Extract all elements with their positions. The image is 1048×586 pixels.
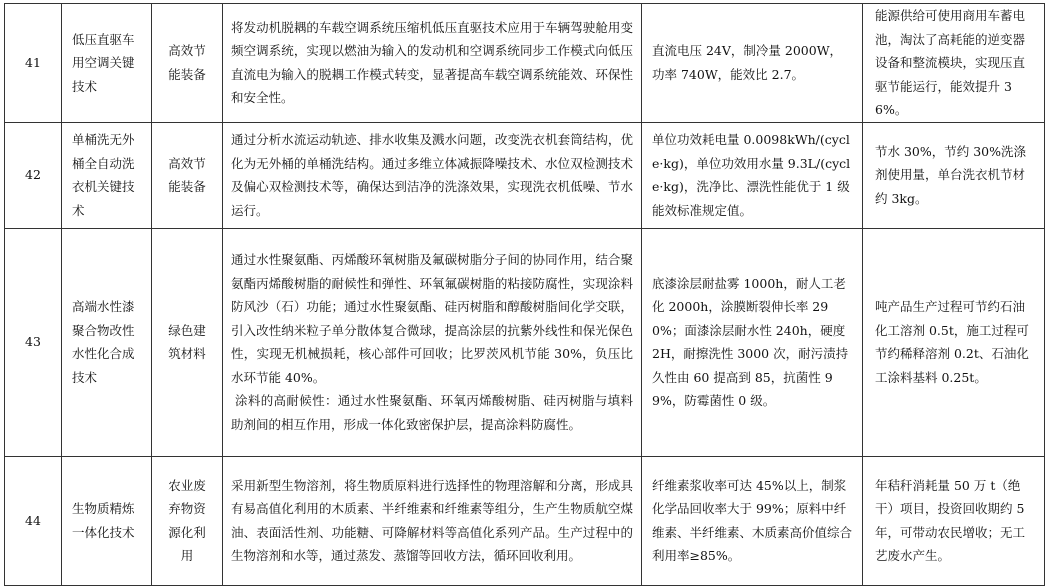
technology-description xyxy=(223,4,642,123)
technology-parameters xyxy=(642,228,863,456)
benefit-text: 节水 30%，节约 30%洗涤剂使用量，单台洗衣机节材约 3kg。 xyxy=(875,143,1027,206)
description-paragraph: 涂料的高耐候性：通过水性聚氨酯、环氧丙烯酸树脂、硅丙树脂与填料助剂间的相互作用，形成一体化致密保护层，提高涂料防腐性。 xyxy=(231,393,633,432)
technology-benefit xyxy=(863,4,1045,123)
technology-parameters xyxy=(642,456,863,585)
table-row xyxy=(5,456,1045,585)
technology-table xyxy=(4,3,1045,586)
parameters-text: 直流电压 24V，制冷量 2000W，功率 740W，能效比 2.7。 xyxy=(652,43,843,82)
benefit-text: 能源供给可使用商用车蓄电池，淘汰了高耗能的逆变器设备和整流模块，实现压直驱节能运行，能效提升 36%。 xyxy=(875,8,1026,117)
technology-name: 高端水性漆聚合物改性水性化合成技术 xyxy=(62,228,152,456)
technology-parameters xyxy=(642,122,863,228)
description-paragraph: 将发动机脱耦的车载空调系统压缩机低压直驱技术应用于车辆驾驶舱用变频空调系统，实现以燃油为输入的发动机和空调系统同步工作模式向低压直流电为输入的脱耦工作模式转变，显著提高车载空调系统能效、环保性和安全性。 xyxy=(231,19,633,106)
technology-description xyxy=(223,456,642,585)
technology-category: 绿色建筑材料 xyxy=(152,228,223,456)
technology-benefit xyxy=(863,122,1045,228)
table-row xyxy=(5,228,1045,456)
row-number: 44 xyxy=(5,456,62,585)
row-number: 42 xyxy=(5,122,62,228)
row-number: 41 xyxy=(5,4,62,123)
technology-category: 高效节能装备 xyxy=(152,122,223,228)
technology-name: 生物质精炼一体化技术 xyxy=(62,456,152,585)
description-paragraph: 通过分析水流运动轨迹、排水收集及溅水问题，改变洗衣机套筒结构，优化为无外桶的单桶洗结构。通过多维立体减振降噪技术、水位双检测技术及偏心双检测技术等，确保达到洁净的洗涤效果，实现洗衣机低噪、节水运行。 xyxy=(231,132,633,218)
technology-category: 农业废弃物资源化利用 xyxy=(152,456,223,585)
technology-name: 低压直驱车用空调关键技术 xyxy=(62,4,152,123)
benefit-text: 吨产品生产过程可节约石油化工溶剂 0.5t，施工过程可节约稀释溶剂 0.2t、石油化工涂料基料 0.25t。 xyxy=(875,299,1029,385)
parameters-text: 单位功效耗电量 0.0098kWh/(cycle·kg)，单位功效用水量 9.3L/(cycle·kg)，洗净比、漂洗性能优于 1 级能效标准规定值。 xyxy=(652,132,851,218)
description-paragraph: 采用新型生物溶剂，将生物质原料进行选择性的物理溶解和分离，形成具有易高值化利用的木质素、半纤维素和纤维素等组分，生产生物质航空煤油、表面活性剂、功能糖、可降解材料等高值化系列产品。生产过程中的生物溶剂和水等，通过蒸发、蒸馏等回收方法，循环回收利用。 xyxy=(231,477,633,563)
table-row xyxy=(5,122,1045,228)
description-paragraph: 通过水性聚氨酯、丙烯酸环氧树脂及氟碳树脂分子间的协同作用，结合聚氨酯丙烯酸树脂的耐候性和弹性、环氧氟碳树脂的粘接防腐性，实现涂料防风沙（石）功能；通过水性聚氨酯、硅丙树脂和醇酸树脂间化学交联，引入改性纳米粒子单分散体复合微球，提高涂层的抗紫外线性和保光保色性，实现无机械损耗，核心部件可回收；比罗茨风机节能 30%，负压比水环节能 40%。 xyxy=(231,252,633,385)
technology-name: 单桶洗无外桶全自动洗衣机关键技术 xyxy=(62,122,152,228)
parameters-text: 纤维素浆收率可达 45%以上，制浆化学品回收率大于 99%；原料中纤维素、半纤维素、木质素高价值综合利用率≥85%。 xyxy=(652,477,853,563)
parameters-text: 底漆涂层耐盐雾 1000h，耐人工老化 2000h，涂膜断裂伸长率 290%；面漆涂层耐水性 240h，硬度 2H，耐擦洗性 3000 次，耐污渍持久性由 60 提高到 85，抗菌性 99%，防霉菌性 0 级。 xyxy=(652,275,849,408)
technology-benefit xyxy=(863,228,1045,456)
technology-parameters xyxy=(642,4,863,123)
technology-description xyxy=(223,122,642,228)
row-number: 43 xyxy=(5,228,62,456)
technology-category: 高效节能装备 xyxy=(152,4,223,123)
technology-description xyxy=(223,228,642,456)
technology-benefit xyxy=(863,456,1045,585)
benefit-text: 年秸秆消耗量 50 万 t（绝干）项目，投资回收期约 5 年，可带动农民增收；无工艺废水产生。 xyxy=(875,477,1026,563)
table-row xyxy=(5,4,1045,123)
